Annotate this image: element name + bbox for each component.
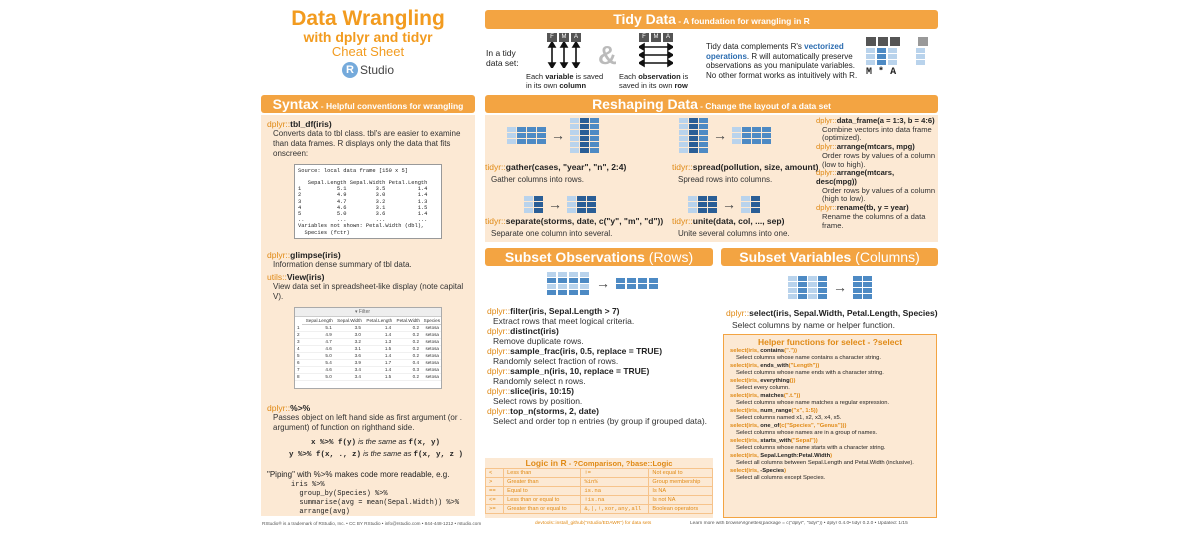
helper-fn: starts_with: [760, 437, 791, 444]
view-table-cell: 0.4: [393, 360, 421, 367]
view-table-row: [295, 374, 441, 381]
helper-title: Helper functions for select - ?select: [757, 337, 903, 347]
view-table-row: [295, 353, 441, 360]
view-table-cell: 1.4: [363, 332, 393, 339]
helper-pre: select(iris,: [730, 407, 761, 414]
view-table-cell: 3.1: [334, 346, 363, 353]
helper-fn: -Species: [760, 467, 785, 474]
logic-cell: &,|,!,xor,any,all: [581, 505, 649, 514]
helper-fn: Sepal.Length:Petal.Width: [760, 452, 831, 459]
syntax-header: [261, 95, 475, 113]
helper-item: [730, 378, 930, 392]
view-table-cell: 0.2: [393, 332, 421, 339]
view-filter-label[interactable]: Filter: [358, 308, 371, 315]
fma-a: A: [571, 33, 581, 42]
side-item: dplyr::rename(tb, y = year) Rename the columns of a data frame.: [816, 203, 926, 230]
helper-post: ): [795, 348, 798, 355]
title-line2: with dplyr and tidyr: [303, 29, 433, 46]
helper-desc: Select columns whose name matches a regular expression.: [736, 400, 890, 407]
view-table-cell: 5.0: [302, 374, 334, 381]
helper-post: ): [815, 407, 818, 414]
subset-vars-header: Subset Variables (Columns): [721, 248, 938, 266]
view-table-cell: setosa: [421, 339, 441, 346]
view-window: [294, 307, 442, 389]
tidy-observation-caption: Each observation is saved in its own row: [619, 72, 689, 90]
helper-pre: select(iris,: [730, 422, 761, 429]
helper-pre: select(iris,: [730, 467, 761, 474]
logic-cell: Less than: [504, 469, 581, 478]
reshaping-header: [485, 95, 938, 113]
subset-obs-item: dplyr::filter(iris, Sepal.Length > 7) Extract rows that meet logical criteria.: [487, 306, 635, 327]
logic-cell: Is not NA: [649, 496, 713, 505]
view-table-cell: setosa: [421, 360, 441, 367]
tidy-header: [485, 10, 938, 29]
pipe-desc: Passes object on left hand side as first argument (or . argument) of function on righthand side.: [273, 412, 462, 432]
view-table-cell: 6: [295, 360, 302, 367]
view-table-cell: 4.7: [302, 339, 334, 346]
helper-arg: ("."): [784, 348, 796, 355]
subset-obs-item: dplyr::sample_frac(iris, 0.5, replace = TRUE) Randomly select fraction of rows.: [487, 346, 663, 367]
reshaping-header-title: Reshaping Data: [592, 96, 698, 112]
rstudio-logo: [262, 62, 474, 78]
helper-fn: num_range: [760, 407, 792, 414]
title-block: [262, 8, 474, 93]
subset-obs-item: dplyr::slice(iris, 10:15) Select rows by position.: [487, 386, 583, 407]
view-table-cell: 5.4: [302, 360, 334, 367]
view-table-cell: 0.2: [393, 374, 421, 381]
subset-obs-item: dplyr::top_n(storms, 2, date) Select and order top n entries (by group if grouped data).: [487, 406, 708, 427]
helper-arg: ("Length"): [788, 363, 818, 370]
view-table-cell: 1.4: [363, 367, 393, 374]
separate-fn: tidyr::separate(storms, date, c("y", "m", "d")): [485, 216, 664, 226]
logic-cell: >=: [486, 505, 504, 514]
separate-desc: Separate one column into several.: [491, 229, 613, 238]
helper-arg: (): [789, 378, 794, 385]
helper-item: [730, 453, 930, 467]
view-table-cell: setosa: [421, 353, 441, 360]
subset-obs-header: Subset Observations (Rows): [485, 248, 713, 266]
spread-arrow-icon: →: [713, 126, 727, 143]
piping-code: iris %>% group_by(Species) %>% summarise(avg = mean(Sepal.Width)) %>% arrange(avg): [291, 481, 460, 516]
side-item: dplyr::arrange(mtcars, desc(mpg)) Order rows by values of a column (high to low).: [816, 168, 936, 204]
tidy-header-sub: - A foundation for wrangling in R: [678, 16, 810, 26]
helper-fn: everything: [760, 378, 790, 385]
view-col-header[interactable]: Petal.Length: [363, 317, 393, 325]
helper-post: ): [830, 452, 833, 459]
view-table-cell: 0.3: [393, 367, 421, 374]
view-table-cell: 1.3: [363, 339, 393, 346]
helper-panel: [723, 334, 937, 518]
view-table-cell: 1.5: [363, 374, 393, 381]
view-table-cell: 1.7: [363, 360, 393, 367]
logic-cell: Group membership: [649, 478, 713, 487]
gather-fn: tidyr::gather(cases, "year", "n", 2:4): [485, 162, 627, 172]
view-table-cell: 4.6: [302, 367, 334, 374]
view-col-header[interactable]: Petal.Width: [393, 317, 421, 325]
view-table-cell: 5: [295, 353, 302, 360]
view-table-cell: 7: [295, 367, 302, 374]
pipe-example-1: x %>% f(y) is the same as f(x, y): [311, 437, 441, 448]
view-table-cell: 3.2: [334, 339, 363, 346]
view-table-cell: 3: [295, 339, 302, 346]
helper-arg: (".t."): [783, 393, 799, 400]
tidy-in-a-tidy: In a tidy data set:: [486, 48, 519, 69]
ampersand: &: [598, 40, 617, 70]
tbl-df-fn: dplyr::tbl_df(iris): [267, 119, 332, 129]
logic-cell: Greater than: [504, 478, 581, 487]
logic-cell: Boolean operators: [649, 505, 713, 514]
view-table-cell: 8: [295, 374, 302, 381]
view-col-header[interactable]: Species: [421, 317, 441, 325]
logic-table-title: Logic in R - ?Comparison, ?base::Logic: [525, 458, 673, 468]
view-fn: utils::View(iris): [267, 271, 325, 282]
view-table-row: [295, 332, 441, 339]
view-table-row: [295, 325, 441, 332]
logic-cell: ==: [486, 487, 504, 496]
side-item: dplyr::arrange(mtcars, mpg) Order rows by values of a column (low to high).: [816, 142, 936, 169]
helper-desc: Select all columns except Species.: [736, 474, 826, 481]
helper-arg: (c("Species", "Genus")): [779, 422, 845, 429]
view-table-cell: 2: [295, 332, 302, 339]
title-line3: Cheat Sheet: [331, 44, 405, 60]
fma-m-2: M: [651, 33, 661, 42]
gather-diagram: [507, 118, 599, 153]
helper-fn: contains: [760, 348, 785, 355]
logic-cell: !=: [581, 469, 649, 478]
helper-desc: Select columns whose name contains a character string.: [736, 355, 881, 362]
view-table-cell: 3.4: [334, 374, 363, 381]
separate-arrow-icon: →: [548, 196, 562, 212]
title-line1: Data Wrangling: [291, 7, 445, 30]
helper-pre: select(iris,: [730, 452, 761, 459]
tidy-complement-text: Tidy data complements R's vectorized operations. R will automatically preserve observations as you manipulate variables. No other format works as intuitively with R.: [706, 42, 858, 80]
view-table-cell: 5.0: [302, 353, 334, 360]
view-table-cell: 4: [295, 346, 302, 353]
view-table-row: [295, 346, 441, 353]
view-col-header[interactable]: Sepal.Width: [334, 317, 363, 325]
spread-desc: Spread rows into columns.: [678, 175, 773, 184]
view-table-row: [295, 360, 441, 367]
piping-note: "Piping" with %>% makes code more readable, e.g.: [267, 469, 450, 479]
m-star-a-diagram: [866, 37, 938, 87]
helper-fn: one_of: [760, 422, 780, 429]
tidy-variable-caption: Each variable is saved in its own column: [526, 72, 604, 90]
logic-row: [486, 505, 713, 514]
logic-row: [486, 487, 713, 496]
fma-f: F: [547, 33, 557, 42]
logic-table: [485, 468, 713, 514]
view-table-cell: 3.0: [334, 332, 363, 339]
view-table-cell: 1.5: [363, 346, 393, 353]
reshaping-header-sub: - Change the layout of a data set: [700, 101, 831, 111]
syntax-header-title: Syntax: [272, 96, 319, 112]
helper-item: [730, 408, 930, 422]
view-table-row: [295, 367, 441, 374]
helper-post: ): [793, 378, 796, 385]
fma-f-2: F: [639, 33, 649, 42]
view-table-cell: 4.6: [302, 346, 334, 353]
helper-post: ): [817, 363, 820, 370]
subset-obs-list: [487, 306, 717, 426]
helper-desc: Select columns whose names are in a group of names.: [736, 429, 878, 436]
view-table-cell: 0.2: [393, 339, 421, 346]
unite-fn: tidyr::unite(data, col, ..., sep): [672, 216, 785, 226]
helper-item: [730, 363, 930, 377]
console-output: Source: local data frame [150 x 5] Sepal.Length Sepal.Width Petal.Length 1 5.1 3.5 1.4 2 4.9 3.0 1.4 3 4.7 3.2 1.3 4 4.6 3.1 1.5 5 5.0 3.6 1.4 .. ... ... ... Variables not shown: Petal.Width (dbl), Species (fctr): [294, 164, 442, 239]
reshaping-side-list: [816, 117, 936, 230]
view-table-cell: 1.4: [363, 353, 393, 360]
helper-pre: select(iris,: [730, 437, 761, 444]
view-table-cell: 0.2: [393, 325, 421, 332]
pipe-fn: dplyr::%>%: [267, 402, 311, 413]
helper-pre: select(iris,: [730, 393, 761, 400]
view-table: [295, 317, 441, 382]
logic-cell: Not equal to: [649, 469, 713, 478]
view-table-cell: setosa: [421, 374, 441, 381]
logic-cell: !is.na: [581, 496, 649, 505]
view-table-cell: 0.2: [393, 346, 421, 353]
helper-desc: Select every column.: [736, 385, 790, 392]
view-table-cell: 4.9: [302, 332, 334, 339]
view-table-cell: 1.4: [363, 325, 393, 332]
observation-arrows-icon: [639, 42, 673, 68]
glimpse-desc: Information dense summary of tbl data.: [273, 259, 412, 269]
logic-cell: %in%: [581, 478, 649, 487]
logic-cell: <=: [486, 496, 504, 505]
helper-desc: Select columns named x1, x2, x3, x4, x5.: [736, 414, 842, 421]
logic-row: [486, 469, 713, 478]
helper-pre: select(iris,: [730, 363, 761, 370]
subset-vars-diagram: [788, 276, 872, 299]
syntax-header-sub: - Helpful conventions for wrangling: [320, 101, 464, 111]
rstudio-logo-text: Studio: [359, 63, 395, 78]
helper-post: ): [844, 422, 847, 429]
helper-list: [730, 348, 930, 481]
logic-cell: is.na: [581, 487, 649, 496]
glimpse-fn: dplyr::glimpse(iris): [267, 249, 341, 260]
logic-cell: Greater than or equal to: [504, 505, 581, 514]
helper-item: [730, 348, 930, 362]
tidy-header-title: Tidy Data: [613, 11, 676, 27]
separate-diagram: [524, 196, 596, 213]
view-table-cell: 0.2: [393, 353, 421, 360]
logic-cell: >: [486, 478, 504, 487]
view-table-cell: 3.5: [334, 325, 363, 332]
helper-pre: select(iris,: [730, 378, 761, 385]
helper-arg: ("x", 1:5): [791, 407, 816, 414]
variable-arrows-icon: [547, 42, 581, 68]
tidy-variable-diagram: [547, 33, 583, 69]
unite-arrow-icon: →: [722, 196, 736, 212]
spread-diagram: [679, 118, 771, 153]
select-desc: Select columns by name or helper function.: [732, 320, 896, 330]
footer-right: Learn more with browseVignettes(package = c("dplyr", "tidyr")) • dplyr 0.4.0• tidyr 0.2.0 • Updated: 1/15: [690, 521, 908, 526]
select-fn: dplyr::select(iris, Sepal.Width, Petal.Length, Species): [726, 308, 938, 318]
view-table-cell: 3.9: [334, 360, 363, 367]
m-star-a-label: M * A: [866, 67, 897, 78]
helper-post: ): [798, 393, 801, 400]
helper-desc: Select all columns between Sepal.Length and Petal.Width (inclusive).: [736, 459, 914, 466]
gather-desc: Gather columns into rows.: [491, 175, 584, 184]
helper-fn: ends_with: [760, 363, 789, 370]
view-table-cell: 1: [295, 325, 302, 332]
unite-desc: Unite several columns into one.: [678, 229, 790, 238]
logic-cell: <: [486, 469, 504, 478]
logic-cell: Is NA: [649, 487, 713, 496]
view-table-cell: 3.6: [334, 353, 363, 360]
view-filter-icon[interactable]: ▾: [355, 308, 358, 315]
logic-table-block: [485, 458, 713, 518]
helper-post: ): [815, 437, 818, 444]
subset-obs-item: dplyr::sample_n(iris, 10, replace = TRUE) Randomly select n rows.: [487, 366, 650, 387]
unite-diagram: [688, 196, 760, 213]
view-table-header: [295, 317, 441, 325]
footer-mid: devtools::install_github("rstudio/EDAWR") for data sets: [535, 521, 652, 526]
view-table-cell: setosa: [421, 325, 441, 332]
view-table-cell: setosa: [421, 367, 441, 374]
view-table-cell: setosa: [421, 346, 441, 353]
helper-item: [730, 468, 930, 482]
helper-item: [730, 438, 930, 452]
syntax-panel: [261, 115, 475, 516]
helper-item: [730, 393, 930, 407]
view-table-cell: setosa: [421, 332, 441, 339]
side-item: dplyr::data_frame(a = 1:3, b = 4:6) Combine vectors into data frame (optimized).: [816, 116, 935, 143]
logic-cell: Less than or equal to: [504, 496, 581, 505]
view-table-row: [295, 339, 441, 346]
tbl-df-desc: Converts data to tbl class. tbl's are easier to examine than data frames. R displays only the data that fits onscreen:: [273, 129, 461, 158]
view-desc: View data set in spreadsheet-like display (note capital V).: [273, 282, 464, 301]
helper-post: ): [784, 467, 787, 474]
spread-fn: tidyr::spread(pollution, size, amount): [672, 162, 819, 172]
helper-desc: Select columns whose name starts with a character string.: [736, 444, 886, 451]
view-table-cell: 3.4: [334, 367, 363, 374]
helper-pre: select(iris,: [730, 348, 761, 355]
subset-obs-item: dplyr::distinct(iris) Remove duplicate rows.: [487, 326, 584, 347]
helper-fn: matches: [760, 393, 784, 400]
helper-item: [730, 423, 930, 437]
tidy-observation-diagram: [639, 33, 675, 69]
logic-cell: Equal to: [504, 487, 581, 496]
fma-m: M: [559, 33, 569, 42]
subset-obs-diagram: [547, 272, 659, 295]
gather-arrow-icon: →: [551, 126, 565, 143]
view-col-index: [295, 317, 302, 325]
view-table-cell: 5.1: [302, 325, 334, 332]
logic-row: [486, 478, 713, 487]
fma-a-2: A: [663, 33, 673, 42]
rstudio-logo-icon: R: [342, 62, 358, 78]
logic-row: [486, 496, 713, 505]
subset-obs-arrow-icon: →: [596, 274, 610, 291]
pipe-example-2: y %>% f(x, ., z) is the same as f(x, y, z ): [289, 448, 464, 459]
footer-left: RStudio® is a trademark of RStudio, Inc. • CC BY RStudio • info@rstudio.com • 844-448-1212 • rstudio.com: [262, 521, 482, 526]
view-col-header[interactable]: Sepal.Length: [302, 317, 334, 325]
subset-vars-arrow-icon: →: [833, 278, 847, 295]
helper-arg: ("Sepal"): [790, 437, 816, 444]
helper-desc: Select columns whose name ends with a character string.: [736, 370, 884, 377]
